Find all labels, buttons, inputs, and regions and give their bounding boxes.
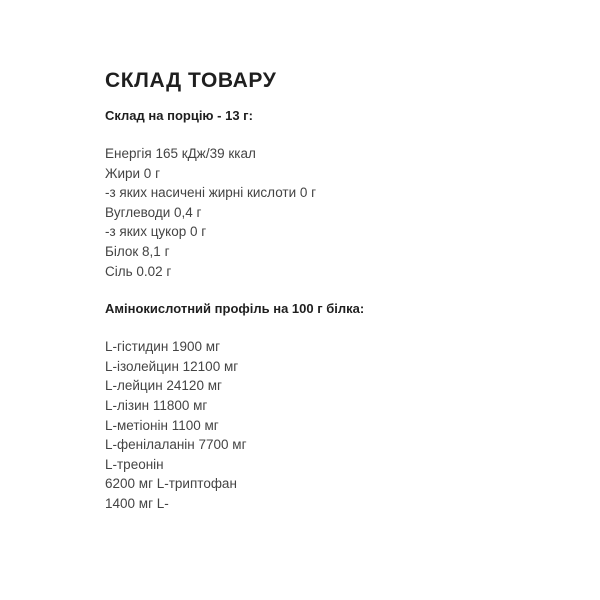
amino-list (105, 337, 565, 513)
nutrition-energy: Енергія 165 кДж/39 ккал (105, 146, 256, 161)
amino-item: L-треонін (105, 456, 164, 472)
amino-item: L-лейцин 24120 мг (105, 378, 222, 394)
nutrition-list (105, 144, 565, 281)
amino-item: L-гістидин 1900 мг (105, 339, 221, 355)
amino-item: L-метіонін 1100 мг (105, 417, 219, 433)
nutrition-sugar: -з яких цукор 0 г (105, 224, 207, 240)
composition-title: СКЛАД ТОВАРУ (105, 69, 277, 92)
amino-item: L-ізолейцин 12100 мг (105, 358, 239, 374)
nutrition-carbohydrates: Вуглеводи 0,4 г (105, 204, 202, 220)
nutrition-salt: Сіль 0.02 г (105, 263, 172, 279)
nutrition-fat: Жири 0 г (105, 165, 160, 181)
product-composition (105, 66, 565, 514)
nutrition-protein: Білок 8,1 г (105, 243, 170, 259)
amino-heading: Амінокислотний профіль на 100 г білка: (105, 301, 365, 317)
amino-item: 1400 мг L- (105, 495, 169, 511)
serving-heading: Склад на порцію - 13 г: (105, 108, 253, 123)
amino-item: L-фенілаланін 7700 мг (105, 437, 247, 453)
amino-item: L-лізин 11800 мг (105, 397, 208, 413)
nutrition-saturated-fat: -з яких насичені жирні кислоти 0 г (105, 185, 317, 201)
amino-item: 6200 мг L-триптофан (105, 476, 237, 492)
